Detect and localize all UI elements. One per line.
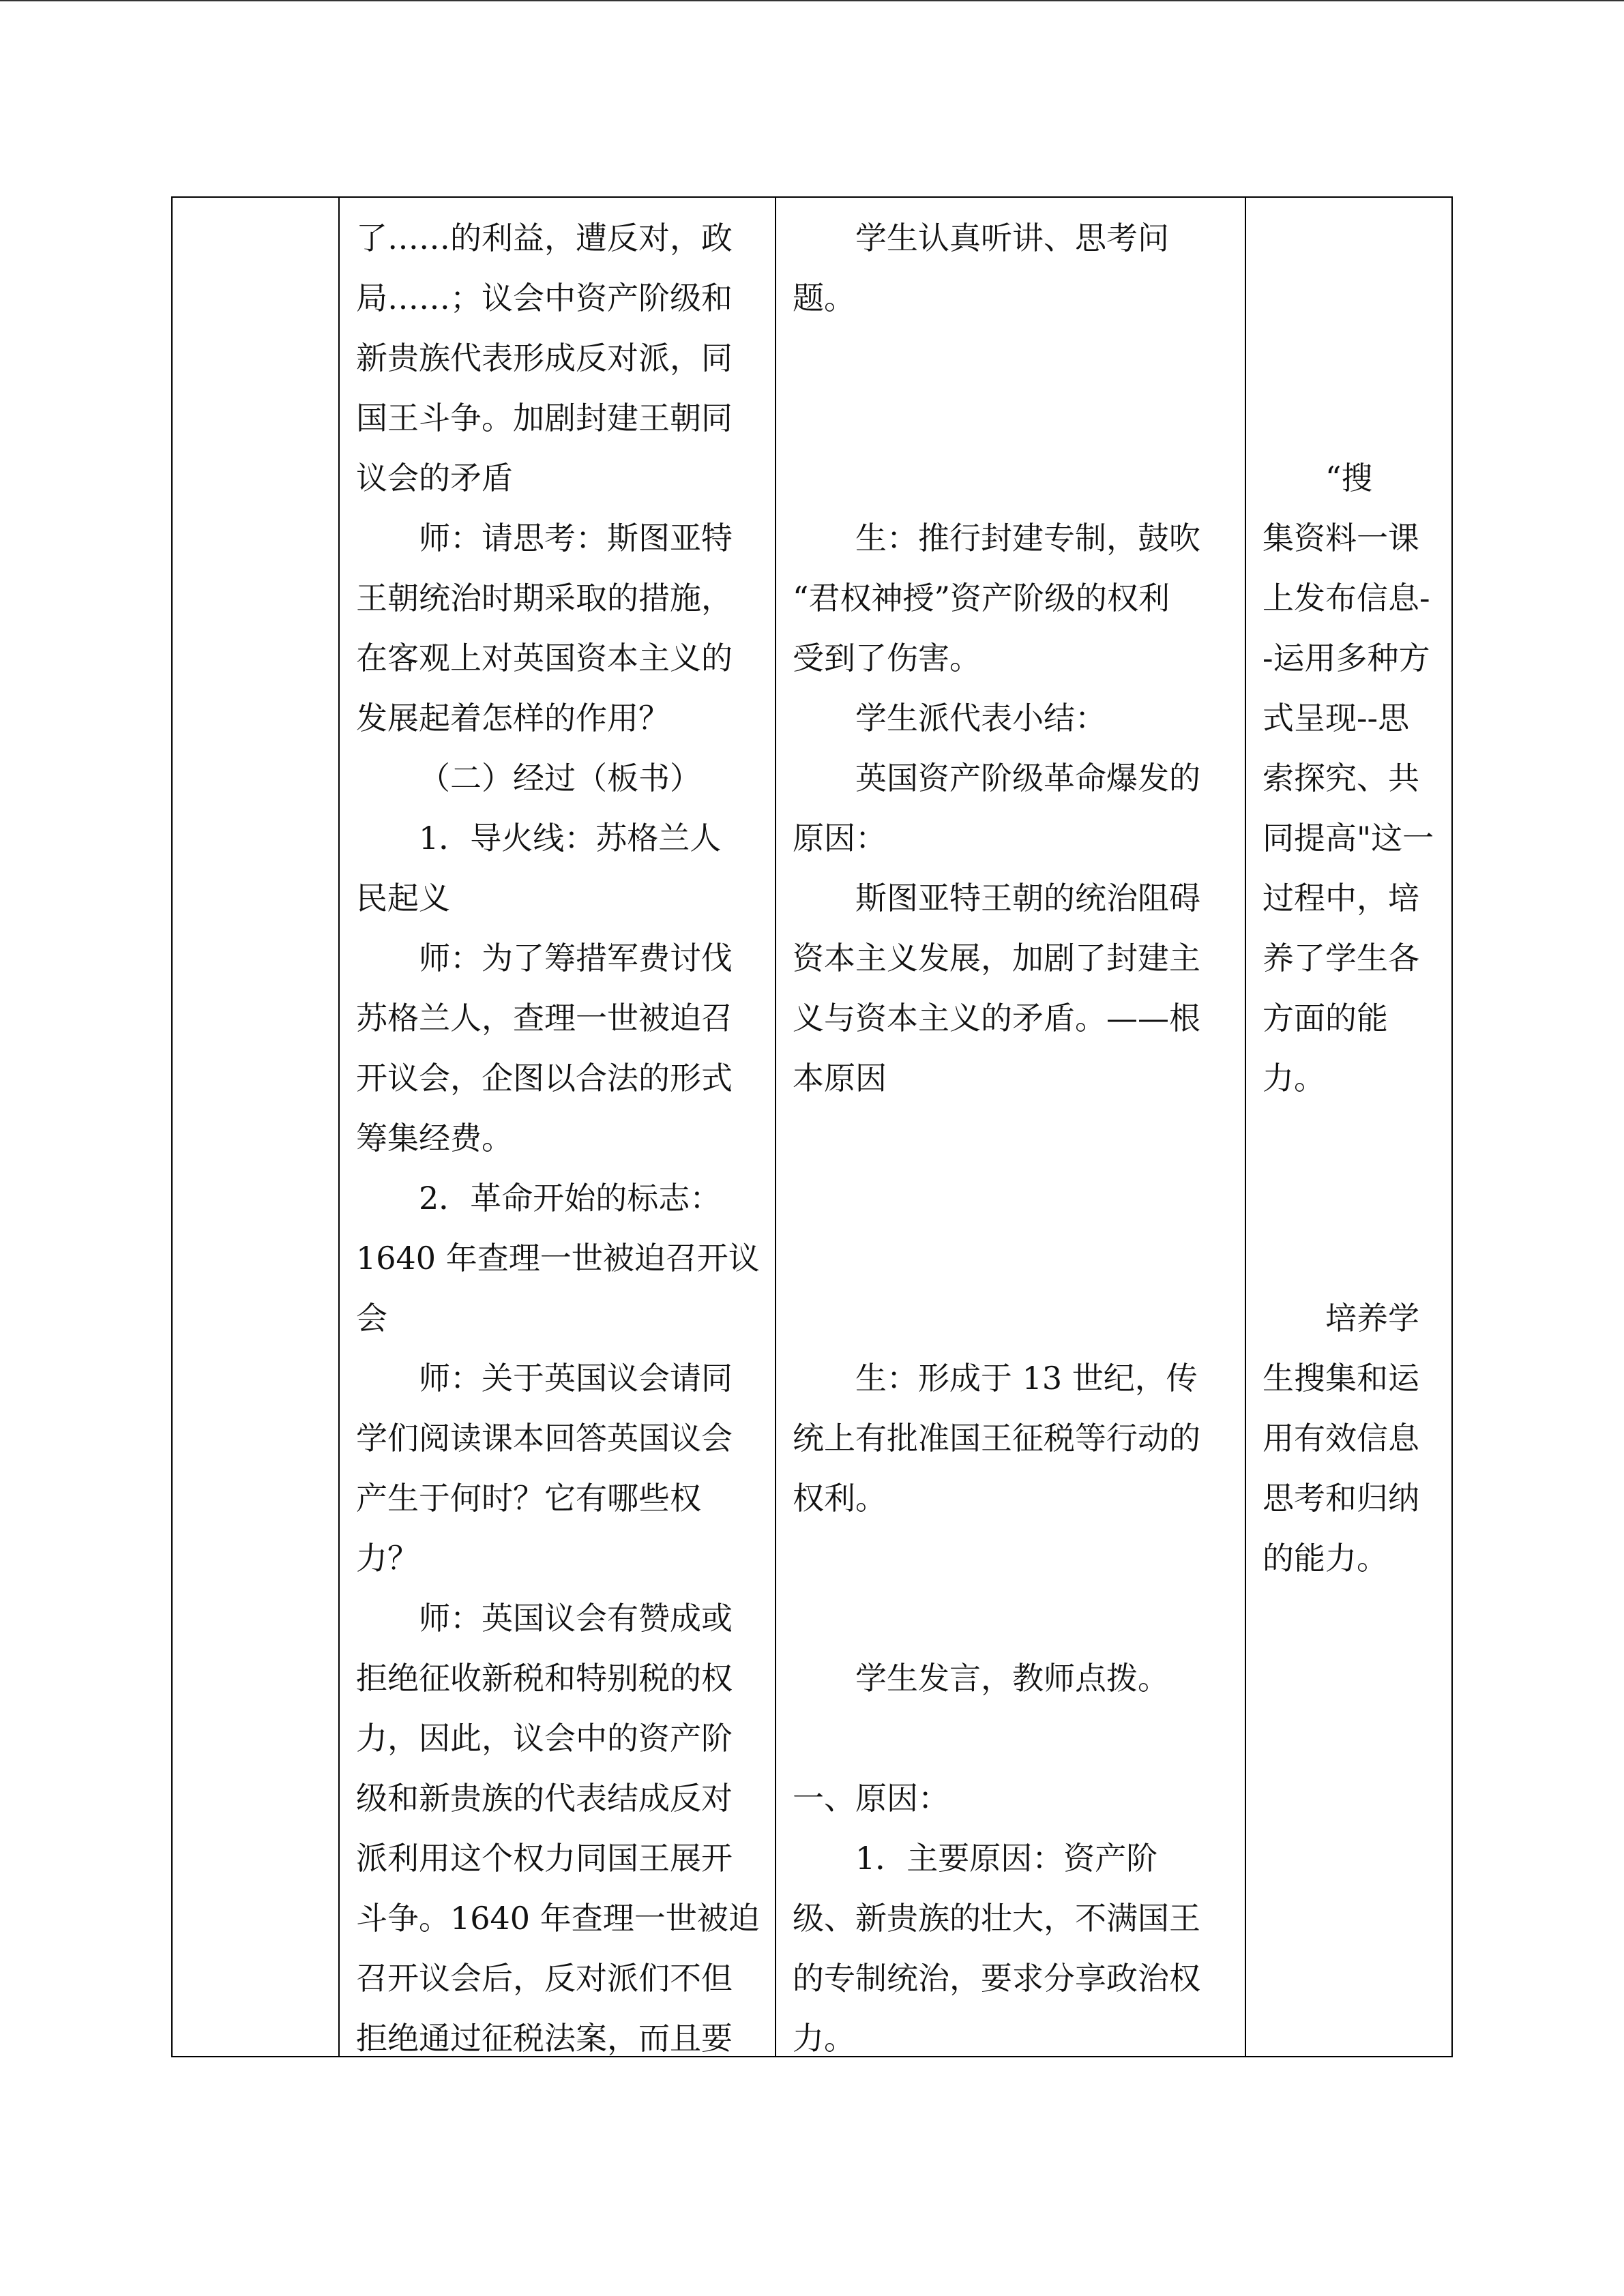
text-line: 学生认真听讲、思考问 [855, 220, 1169, 256]
paragraph [356, 1168, 764, 1348]
section-heading [793, 1768, 1234, 1828]
paragraph [356, 928, 764, 1168]
text-line: -运用多种方 [1263, 640, 1430, 676]
lesson-table [171, 196, 1453, 2057]
text-line: 学们阅读课本回答英国议会 [356, 1420, 733, 1457]
paragraph [793, 1648, 1234, 1708]
text-line: 1．导火线：苏格兰人 [419, 820, 722, 856]
text-line: 2．革命开始的标志： [419, 1180, 722, 1217]
text-line: 生：形成于 13 世纪，传 [855, 1360, 1198, 1397]
text-line: 方面的能 [1263, 1000, 1388, 1037]
paragraph [793, 1828, 1234, 2056]
text-line: 本原因 [793, 1060, 887, 1097]
text-line: 会 [356, 1300, 387, 1337]
text-line: 学生发言，教师点拨。 [855, 1660, 1169, 1697]
text-line: 式呈现--思 [1263, 700, 1410, 736]
text-line: 用有效信息 [1263, 1420, 1419, 1457]
text-line: “搜 [1325, 460, 1373, 496]
text-line: 力。 [1263, 1060, 1325, 1097]
text-line: 学生派代表小结： [855, 700, 1106, 736]
text-line: 生搜集和运 [1263, 1360, 1419, 1397]
text-line: 拒绝通过征税法案，而且要 [356, 2020, 733, 2056]
text-line: 原因： [793, 820, 887, 856]
paragraph [356, 208, 764, 508]
table-cell-1 [173, 198, 340, 2056]
paragraph [356, 808, 764, 928]
text-line: 产生于何时？它有哪些权 [356, 1480, 701, 1517]
text-line: 题。 [793, 280, 855, 316]
text-line: 王朝统治时期采取的措施， [356, 580, 733, 616]
text-line: 思考和归纳 [1263, 1480, 1419, 1517]
text-line: 新贵族代表形成反对派，同 [356, 340, 733, 376]
paragraph [356, 1348, 764, 1588]
text-line: 养了学生各 [1263, 940, 1419, 976]
paragraph [793, 1348, 1234, 1528]
paragraph [1263, 1288, 1441, 1588]
text-line: 议会的矛盾 [356, 460, 513, 496]
text-line: 了……的利益，遭反对，政 [356, 220, 733, 256]
text-line: 1640 年查理一世被迫召开议 [356, 1240, 760, 1277]
paragraph [793, 748, 1234, 868]
text-line: 上发布信息- [1263, 580, 1430, 616]
text-line: 索探究、共 [1263, 760, 1419, 796]
text-line: 的专制统治，要求分享政治权 [793, 1960, 1200, 1997]
text-line: 义与资本主义的矛盾。——根 [793, 1000, 1200, 1037]
paragraph [356, 508, 764, 748]
text-line: 资本主义发展，加剧了封建主 [793, 940, 1200, 976]
text-line: （二）经过（板书） [419, 760, 701, 796]
paragraph [793, 688, 1234, 748]
text-line: 民起义 [356, 880, 450, 916]
text-line: 师：请思考：斯图亚特 [419, 520, 733, 556]
text-line: 局……；议会中资产阶级和 [356, 280, 733, 316]
text-line: 培养学 [1325, 1300, 1419, 1337]
text-line: 国王斗争。加剧封建王朝同 [356, 400, 733, 436]
text-line: 统上有批准国王征税等行动的 [793, 1420, 1200, 1457]
table-cell-4 [1246, 198, 1451, 2056]
text-line: 苏格兰人，查理一世被迫召 [356, 1000, 733, 1037]
text-line: 同提高"这一 [1263, 820, 1434, 856]
text-line: 英国资产阶级革命爆发的 [855, 760, 1200, 796]
text-line: 的能力。 [1263, 1540, 1388, 1577]
paragraph [793, 508, 1234, 688]
text-line: 1．主要原因：资产阶 [855, 1840, 1158, 1877]
paragraph [793, 208, 1234, 328]
page-top-rule [0, 0, 1624, 1]
paragraph [1263, 448, 1441, 1108]
text-line: 斗争。1640 年查理一世被迫 [356, 1900, 760, 1937]
text-line: 在客观上对英国资本主义的 [356, 640, 733, 676]
section-heading [356, 748, 764, 808]
text-line: 筹集经费。 [356, 1120, 513, 1157]
paragraph [793, 868, 1234, 1108]
text-line: 力，因此，议会中的资产阶 [356, 1720, 733, 1757]
table-cell-2 [340, 198, 776, 2056]
text-line: 一、原因： [793, 1780, 949, 1817]
text-line: 级和新贵族的代表结成反对 [356, 1780, 733, 1817]
text-line: 师：英国议会有赞成或 [419, 1600, 733, 1637]
text-line: 权利。 [793, 1480, 887, 1517]
paragraph [356, 1588, 764, 2056]
text-line: 派利用这个权力同国王展开 [356, 1840, 733, 1877]
text-line: 生：推行封建专制，鼓吹 [855, 520, 1200, 556]
text-line: 集资料一课 [1263, 520, 1419, 556]
text-line: 力。 [793, 2020, 855, 2056]
text-line: 受到了伤害。 [793, 640, 981, 676]
text-line: 过程中，培 [1263, 880, 1419, 916]
text-line: 级、新贵族的壮大，不满国王 [793, 1900, 1200, 1937]
text-line: 拒绝征收新税和特别税的权 [356, 1660, 733, 1697]
text-line: 开议会，企图以合法的形式 [356, 1060, 733, 1097]
text-line: 斯图亚特王朝的统治阻碍 [855, 880, 1200, 916]
text-line: 发展起着怎样的作用？ [356, 700, 670, 736]
table-cell-3 [776, 198, 1246, 2056]
text-line: 召开议会后，反对派们不但 [356, 1960, 733, 1997]
text-line: 师：关于英国议会请同 [419, 1360, 733, 1397]
text-line: “君权神授”资产阶级的权利 [793, 580, 1170, 616]
text-line: 师：为了筹措军费讨伐 [419, 940, 733, 976]
text-line: 力？ [356, 1540, 419, 1577]
